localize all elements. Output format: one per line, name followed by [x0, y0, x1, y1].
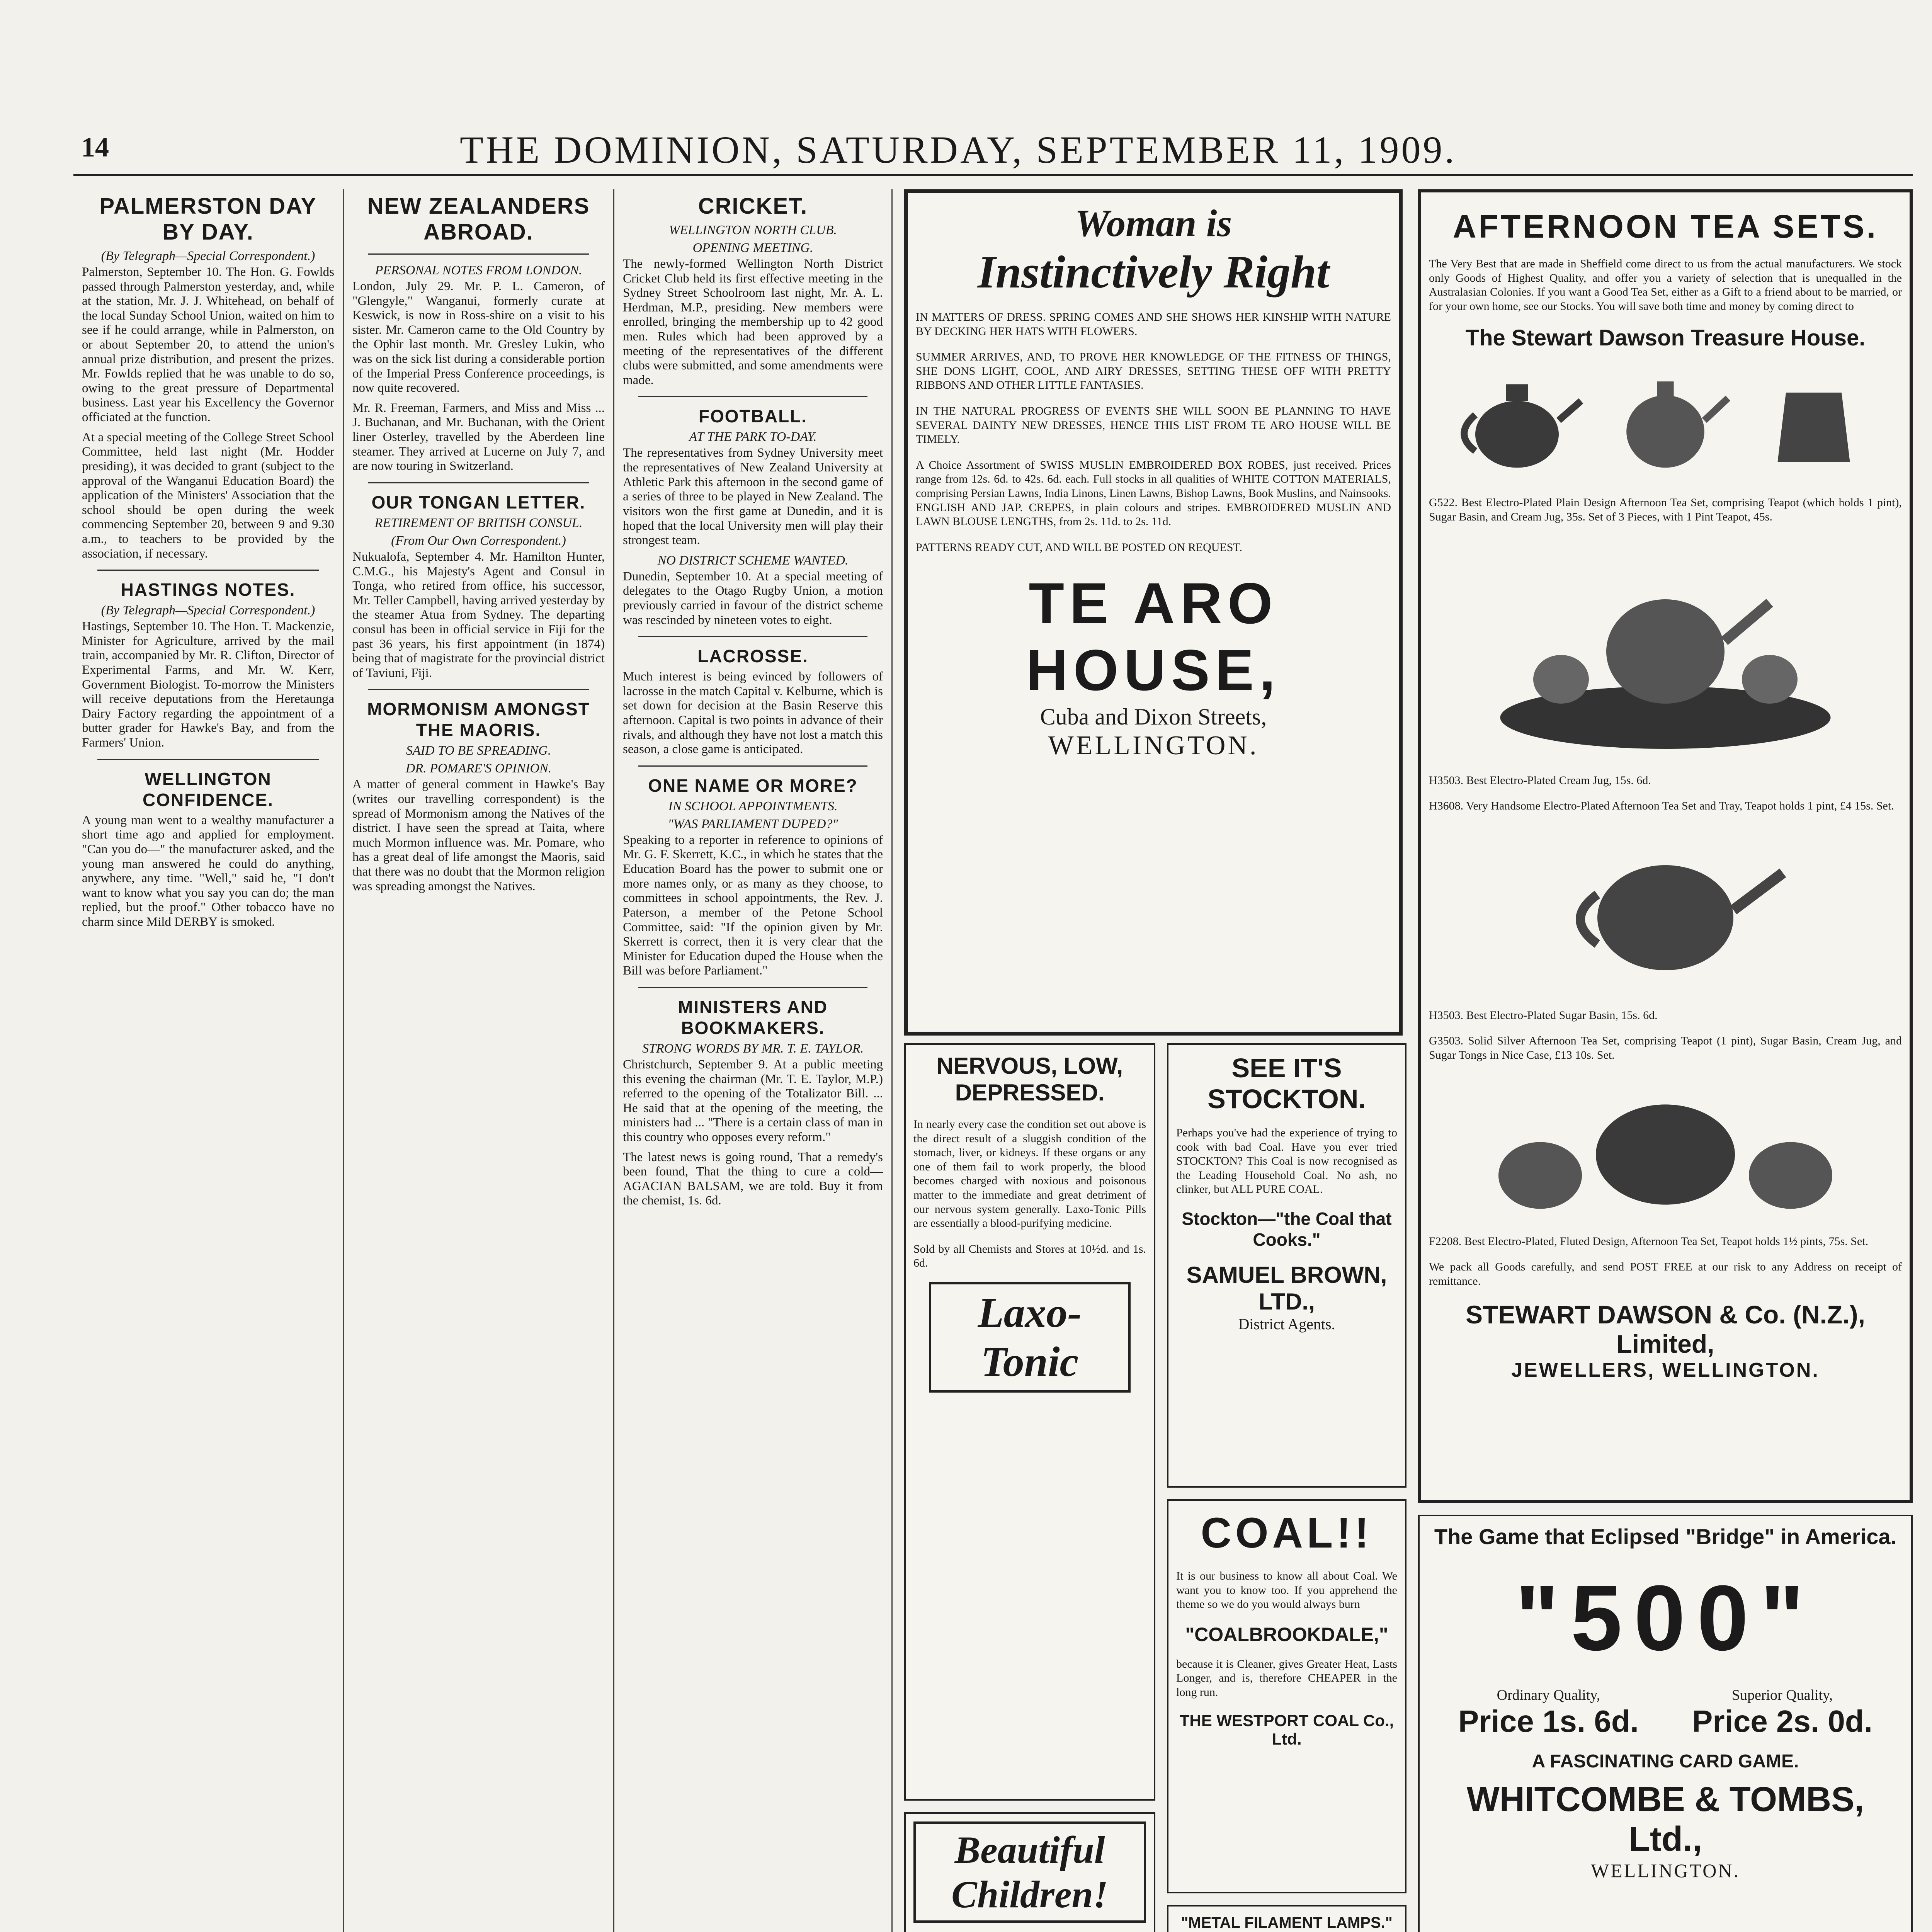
ad-text: It is our business to know all about Coal. We want you to know too. If you apprehend the theme so we do you would always burn [1176, 1570, 1397, 1611]
jug-illustration [1744, 362, 1883, 478]
ad-title: NERVOUS, LOW, DEPRESSED. [936, 1053, 1123, 1105]
headline-tongan: OUR TONGAN LETTER. [371, 492, 586, 512]
ad-title: The Game that Eclipsed "Bridge" in America. [1434, 1524, 1897, 1549]
ad-price: Price 1s. 6d. [1458, 1704, 1639, 1738]
ad-brand: STEWART DAWSON & Co. (N.Z.), Limited, [1466, 1300, 1865, 1359]
ad-tagline: A FASCINATING CARD GAME. [1532, 1751, 1799, 1772]
brice-cream-ad [904, 1812, 1155, 1932]
masthead [73, 124, 1913, 176]
masthead-title: THE DOMINION, SATURDAY, SEPTEMBER 11, 1909. [460, 128, 1457, 171]
ad-subtitle: JEWELLERS, WELLINGTON. [1511, 1359, 1820, 1382]
ad-title: Instinctively Right [977, 246, 1330, 298]
ad-city: WELLINGTON. [1048, 731, 1259, 761]
ad-text: IN MATTERS OF DRESS. SPRING COMES AND SHE SHOWS HER KINSHIP WITH NATURE BY DECKING HER HATS WITH FLOWERS. [916, 311, 1391, 338]
headline-football: FOOTBALL. [698, 406, 808, 427]
headline-nz-abroad: NEW ZEALANDERS ABROAD. [367, 194, 590, 245]
ad-company: THE WESTPORT COAL Co., Ltd. [1179, 1711, 1394, 1748]
teapot-illustration [1596, 362, 1735, 478]
headline-cricket: CRICKET. [698, 194, 808, 219]
subhead: STRONG WORDS BY MR. T. E. TAYLOR. [642, 1041, 864, 1056]
ad-price: Price 2s. 0d. [1692, 1704, 1872, 1738]
ad-text: Perhaps you've had the experience of trying to cook with bad Coal. Have you ever tried STOCKTON? This Coal is now recognised as the Leading Household Coal. No ash, no clinker, but ALL PURE COAL. [1176, 1126, 1397, 1196]
ad-caption: H3503. Best Electro-Plated Cream Jug, 15s. 6d. [1429, 774, 1651, 787]
ad-title: AFTERNOON TEA SETS. [1452, 208, 1878, 245]
laxo-tonic-ad [904, 1043, 1155, 1801]
column-1 [73, 189, 344, 1932]
article-paragraph: A young man went to a wealthy manufacturer a short time ago and applied for employment. "Can you do—" the manufacturer asked, and the young man answered he could do anything, anywhere, any time. "Well," said he, "I don't want to know what you say you can do; the man replied, but the proof." Other tobacco have no charm since Mild DERBY is smoked. [82, 813, 334, 929]
ad-title: Beautiful Children! [913, 1821, 1146, 1923]
ad-text: PATTERNS READY CUT, AND WILL BE POSTED ON REQUEST. [916, 541, 1243, 554]
newspaper-page [73, 124, 1913, 1932]
ad-caption: H3608. Very Handsome Electro-Plated Afternoon Tea Set and Tray, Teapot holds 1 pint, £4 15s. Set. [1429, 799, 1894, 813]
metal-filament-ad [1167, 1905, 1406, 1932]
silver-tea-set-illustration [1511, 829, 1820, 991]
ad-brand-logo: Laxo-Tonic [929, 1282, 1131, 1393]
subhead: "WAS PARLIAMENT DUPED?" [668, 816, 838, 831]
ad-text: IN THE NATURAL PROGRESS OF EVENTS SHE WILL SOON BE PLANNING TO HAVE SEVERAL DAINTY NEW DRESSES, HENCE THIS LIST FROM TE ARO HOUSE WILL BE TIMELY. [916, 404, 1391, 446]
headline-palmerston: PALMERSTON DAY BY DAY. [99, 194, 317, 245]
tea-tray-illustration [1492, 540, 1839, 756]
ad-text: In nearly every case the condition set out above is the direct result of a sluggish condition of the stomach, liver, or kidneys. If these organs or any one of them fail to work properly, the blood becomes charged with noxious and poisonous matter to the immediate and great detriment of our nervous system generally. Laxo-Tonic Pills are essentially a blood-purifying medicine. [913, 1118, 1146, 1230]
subhead: WELLINGTON NORTH CLUB. [669, 223, 837, 237]
headline-ministers: MINISTERS AND BOOKMAKERS. [678, 997, 828, 1038]
ad-title: COAL!! [1201, 1509, 1373, 1557]
subhead: AT THE PARK TO-DAY. [689, 430, 817, 444]
ad-big-title: "500" [1515, 1566, 1816, 1670]
coalbrookdale-ad [1167, 1499, 1406, 1893]
subhead: DR. POMARE'S OPINION. [405, 761, 552, 776]
article-paragraph: Hastings, September 10. The Hon. T. Mackenzie, Minister for Agriculture, arrived by the mail train, accompanied by Mr. R. Clifton, Director of Experimental Farms, and Mr. W. Kerr, Government Biologist. To-morrow the Ministers will receive deputations from the Heretaunga Dairy Factory regarding the appointment of a butter grader for Hawke's Bay, and from the Farmers' Union. [82, 619, 334, 750]
ad-caption: F2208. Best Electro-Plated, Fluted Design, Afternoon Tea Set, Teapot holds 1½ pints, 75s. Set. [1429, 1235, 1869, 1248]
article-paragraph: Palmerston, September 10. The Hon. G. Fowlds passed through Palmerston yesterday, and, while at the station, Mr. J. J. Whitehead, on behalf of the local Sunday School Union, waited on him to see if he could arrange, while in Palmerston, on or about September 20, to attend the union's annual prize distribution, and present the prizes. Mr. Fowlds replied that he was unable to do so, owing to the great pressure of Departmental business. Last year his Excellency the Governor officiated at the function. [82, 265, 334, 425]
article-paragraph: A matter of general comment in Hawke's Bay (writes our travelling correspondent) is the spread of Mormonism among the Natives of the district. I have seen the spread at Taita, where much Mormon influence was. Mr. Pomare, who has a great deal of life amongst the Maoris, said that there was no doubt that the Mormon religion was spreading amongst the Natives. [352, 777, 605, 893]
article-paragraph: Christchurch, September 9. At a public meeting this evening the chairman (Mr. T. E. Taylor, M.P.) referred to the opening of the Totalizator Bill. ... He said that at the opening of the meeting, the ministers had ... "There is a certain class of man in this country who opposes every reform." [623, 1057, 883, 1144]
ad-brand: TE ARO HOUSE, [1026, 571, 1281, 703]
column-3 [614, 189, 893, 1932]
article-paragraph: Speaking to a reporter in reference to opinions of Mr. G. F. Skerrett, K.C., in which he states that the Education Board has the power to submit one or more names only, or as many as they choose, to committees in school appointments, the Rev. J. Paterson, a member of the Petone School Committee, said: "If the opinion given by Mr. Skerrett is correct, then it is very clear that the Minister for Education duped the House when the Bill was before Parliament." [623, 833, 883, 978]
article-paragraph: The latest news is going round, That a remedy's been found, That the thing to cure a cold— AGACIAN BALSAM, we are told. Buy it from the chemist, 1s. 6d. [623, 1150, 883, 1208]
ad-brand: SAMUEL BROWN, LTD., [1186, 1262, 1387, 1315]
stewart-dawson-ad [1418, 189, 1913, 1503]
article-paragraph: At a special meeting of the College Street School Committee, held last night (Mr. Hodder presiding), it was decided to grant (subject to the approval of the Wanganui Education Board) the application of the Ministers' Association that the school should be open during the week commencing September 20, between 9 and 9.30 a.m., to teachers to be provided by the association, if necessary. [82, 430, 334, 561]
article-paragraph: The newly-formed Wellington North District Cricket Club held its first effective meeting in the Sydney Street Schoolroom last night, Mr. A. L. Herdman, M.P., presiding. New members were enrolled, bringing the membership up to 42 good men. Rules which had been approved by a meeting of the representatives of the different clubs were submitted, and some amendments were made. [623, 257, 883, 387]
ad-title: "METAL FILAMENT LAMPS." [1181, 1914, 1393, 1931]
headline-mormonism: MORMONISM AMONGST THE MAORIS. [367, 699, 590, 740]
ad-subtitle: District Agents. [1238, 1315, 1335, 1333]
ad-title: Woman is [1075, 202, 1232, 245]
ad-brand: WHITCOMBE & TOMBS, Ltd., [1466, 1780, 1864, 1859]
ad-text: because it is Cleaner, gives Greater Heat, Lasts Longer, and is, therefore CHEAPER in the long run. [1176, 1657, 1397, 1699]
ad-text: SUMMER ARRIVES, AND, TO PROVE HER KNOWLEDGE OF THE FITNESS OF THINGS, SHE DONS LIGHT, COOL, AND AIRY DRESSES, SETTING THESE OFF WITH PRETTY RIBBONS AND OTHER LITTLE FANTASIES. [916, 350, 1391, 392]
ad-city: WELLINGTON. [1590, 1860, 1740, 1881]
ad-text: The Very Best that are made in Sheffield come direct to us from the actual manufacturers. We stock only Goods of Highest Quality, and offer you a variety of selection that is unequalled in the Australasian Colonies. If you want a Good Tea Set, either as a Gift to a friend about to be married, or for your own home, see our Stocks. You will save both time and money by coming direct to [1429, 257, 1902, 313]
subhead: NO DISTRICT SCHEME WANTED. [657, 553, 849, 568]
article-paragraph: London, July 29. Mr. P. L. Cameron, of "Glengyle," Wanganui, formerly curate at Keswick, is now in Ross-shire on a visit to his sister. Mr. Cameron came to the Old Country by the Ophir last month. Mr. Gresley Lukin, who was on the sick list during a considerable portion of the Imperial Press Conference proceedings, is now quite recovered. [352, 279, 605, 395]
ad-label: Ordinary Quality, [1497, 1687, 1600, 1703]
teapot-illustration [1447, 362, 1587, 478]
subhead: OPENING MEETING. [692, 241, 813, 255]
subhead: SAID TO BE SPREADING. [406, 743, 551, 758]
ad-label: Superior Quality, [1731, 1687, 1833, 1703]
headline-wellington: WELLINGTON CONFIDENCE. [143, 769, 274, 810]
subhead: IN SCHOOL APPOINTMENTS. [668, 799, 838, 813]
ad-text: Sold by all Chemists and Stores at 10½d. and 1s. 6d. [913, 1242, 1146, 1270]
byline: (From Our Own Correspondent.) [391, 533, 566, 548]
article-paragraph: Dunedin, September 10. At a special meeting of delegates to the Otago Rugby Union, a motion previously carried in favour of the district scheme was rescinded by nineteen votes to eight. [623, 569, 883, 627]
ad-caption: G522. Best Electro-Plated Plain Design Afternoon Tea Set, comprising Teapot (which holds 1 pint), Sugar Basin, and Cream Jug, 35s. Set of 3 Pieces, with 1 Pint Teapot, 45s. [1429, 496, 1902, 523]
ad-slogan: Stockton—"the Coal that Cooks." [1182, 1208, 1392, 1250]
ad-brand: "COALBROOKDALE," [1185, 1623, 1388, 1645]
headline-hastings: HASTINGS NOTES. [121, 580, 296, 600]
headline-lacrosse: LACROSSE. [697, 646, 808, 667]
subhead: RETIREMENT OF BRITISH CONSUL. [374, 515, 583, 530]
subhead: PERSONAL NOTES FROM LONDON. [375, 263, 582, 277]
ad-subtitle: The Stewart Dawson Treasure House. [1465, 325, 1866, 351]
article-paragraph: Much interest is being evinced by followers of lacrosse in the match Capital v. Kelburne, which is set down for decision at the Basin Reserve this afternoon. Capital is two points in advance of their rivals, and although they have not lost a match this season, a close game is anticipated. [623, 670, 883, 757]
ad-caption: G3503. Solid Silver Afternoon Tea Set, comprising Teapot (1 pint), Sugar Basin, Cream Jug, and Sugar Tongs in Nice Case, £13 10s. Set. [1429, 1034, 1902, 1061]
ad-address: Cuba and Dixon Streets, [1040, 704, 1267, 730]
column-2 [344, 189, 614, 1932]
ad-text: We pack all Goods carefully, and send POST FREE at our risk to any Address on receipt of remittance. [1429, 1260, 1902, 1287]
headline-one-name: ONE NAME OR MORE? [648, 775, 858, 796]
fluted-tea-set-illustration [1453, 1078, 1878, 1217]
article-paragraph: Nukualofa, September 4. Mr. Hamilton Hunter, C.M.G., his Majesty's Agent and Consul in Tonga, who retired from office, his successor, Mr. Teller Campbell, having arrived yesterday by the steamer Atua from Sydney. The departing consul has been in official service in Fiji for the past 36 years, his first appointment (in 1874) being that of magistrate for the provincial district of Taviuni, Fiji. [352, 549, 605, 680]
ad-title: SEE IT'S STOCKTON. [1208, 1053, 1366, 1114]
byline: (By Telegraph—Special Correspondent.) [101, 603, 315, 618]
article-paragraph: Mr. R. Freeman, Farmers, and Miss and Miss ... J. Buchanan, and Mr. Buchanan, with the Orient liner Osterley, travelled by the Aberdeen line steamer. They arrived at Lucerne on July 7, and are now touring in Switzerland. [352, 401, 605, 473]
card-game-500-ad [1418, 1515, 1913, 1932]
byline: (By Telegraph—Special Correspondent.) [101, 249, 315, 263]
ad-text: A Choice Assortment of SWISS MUSLIN EMBROIDERED BOX ROBES, just received. Prices range from 12s. 6d. to 42s. 6d. each. Full stocks in all qualities of WHITE COTTON MATERIALS, comprising Persian Lawns, India Linons, Linen Lawns, Bishop Lawns, Book Muslins, and Nainsooks. ENGLISH AND JAP. CREPES, in plain colours and stripes. EMBROIDERED MUSLIN AND LAWN BLOUSE LENGTHS, from 2s. 11d. to 2s. 11d. [916, 458, 1391, 528]
ad-caption: H3503. Best Electro-Plated Sugar Basin, 15s. 6d. [1429, 1009, 1658, 1022]
page-number: 14 [81, 132, 109, 163]
te-aro-house-ad [904, 189, 1403, 1036]
article-paragraph: The representatives from Sydney University meet the representatives of New Zealand University at Athletic Park this afternoon in the second game of a series of three to be played in New Zealand. The visitors won the first game at Dunedin, and it is hoped that the local University men will play their strongest team. [623, 446, 883, 548]
stockton-coal-ad [1167, 1043, 1406, 1488]
